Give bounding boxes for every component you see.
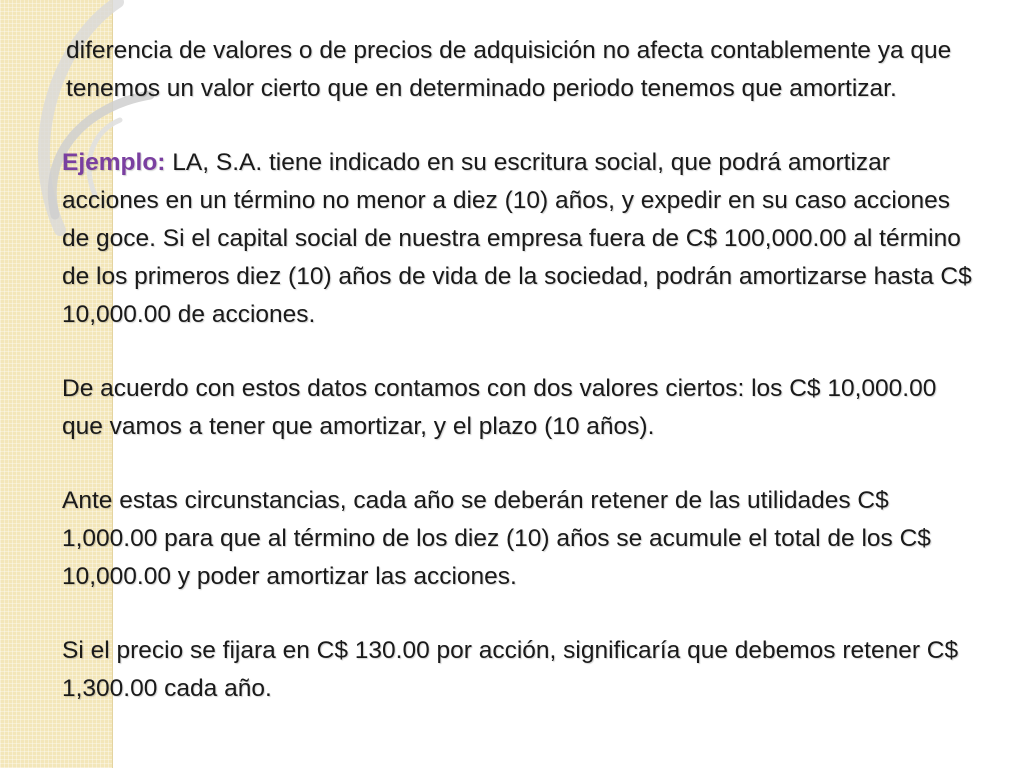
paragraph-values: De acuerdo con estos datos contamos con dos valores ciertos: los C$ 10,000.00 que vamos a tener que amortizar, y el plazo (10 años). <box>62 375 937 440</box>
example-text: LA, S.A. tiene indicado en su escritura social, que podrá amortizar acciones en un término no menor a diez (10) años, y expedir en su caso acciones de goce. Si el capital social de nuestra empresa fuera de C$ 100,000.00 al término de los primeros diez (10) años de vida de la sociedad, podrán amortizarse hasta C$ 10,000.00 de acciones. <box>62 149 972 328</box>
paragraph-example <box>62 144 972 334</box>
paragraph-circumstances: Ante estas circunstancias, cada año se deberán retener de las utilidades C$ 1,000.00 para que al término de los diez (10) años se acumule el total de los C$ 10,000.00 y poder amortizar las acciones. <box>62 487 931 590</box>
example-label: Ejemplo: <box>62 149 166 176</box>
paragraph-intro: diferencia de valores o de precios de adquisición no afecta contablemente ya que tenemos un valor cierto que en determinado periodo tenemos que amortizar. <box>66 37 952 102</box>
paragraph-price: Si el precio se fijara en C$ 130.00 por acción, significaría que debemos retener C$ 1,300.00 cada año. <box>62 637 959 702</box>
slide-body <box>62 32 972 708</box>
